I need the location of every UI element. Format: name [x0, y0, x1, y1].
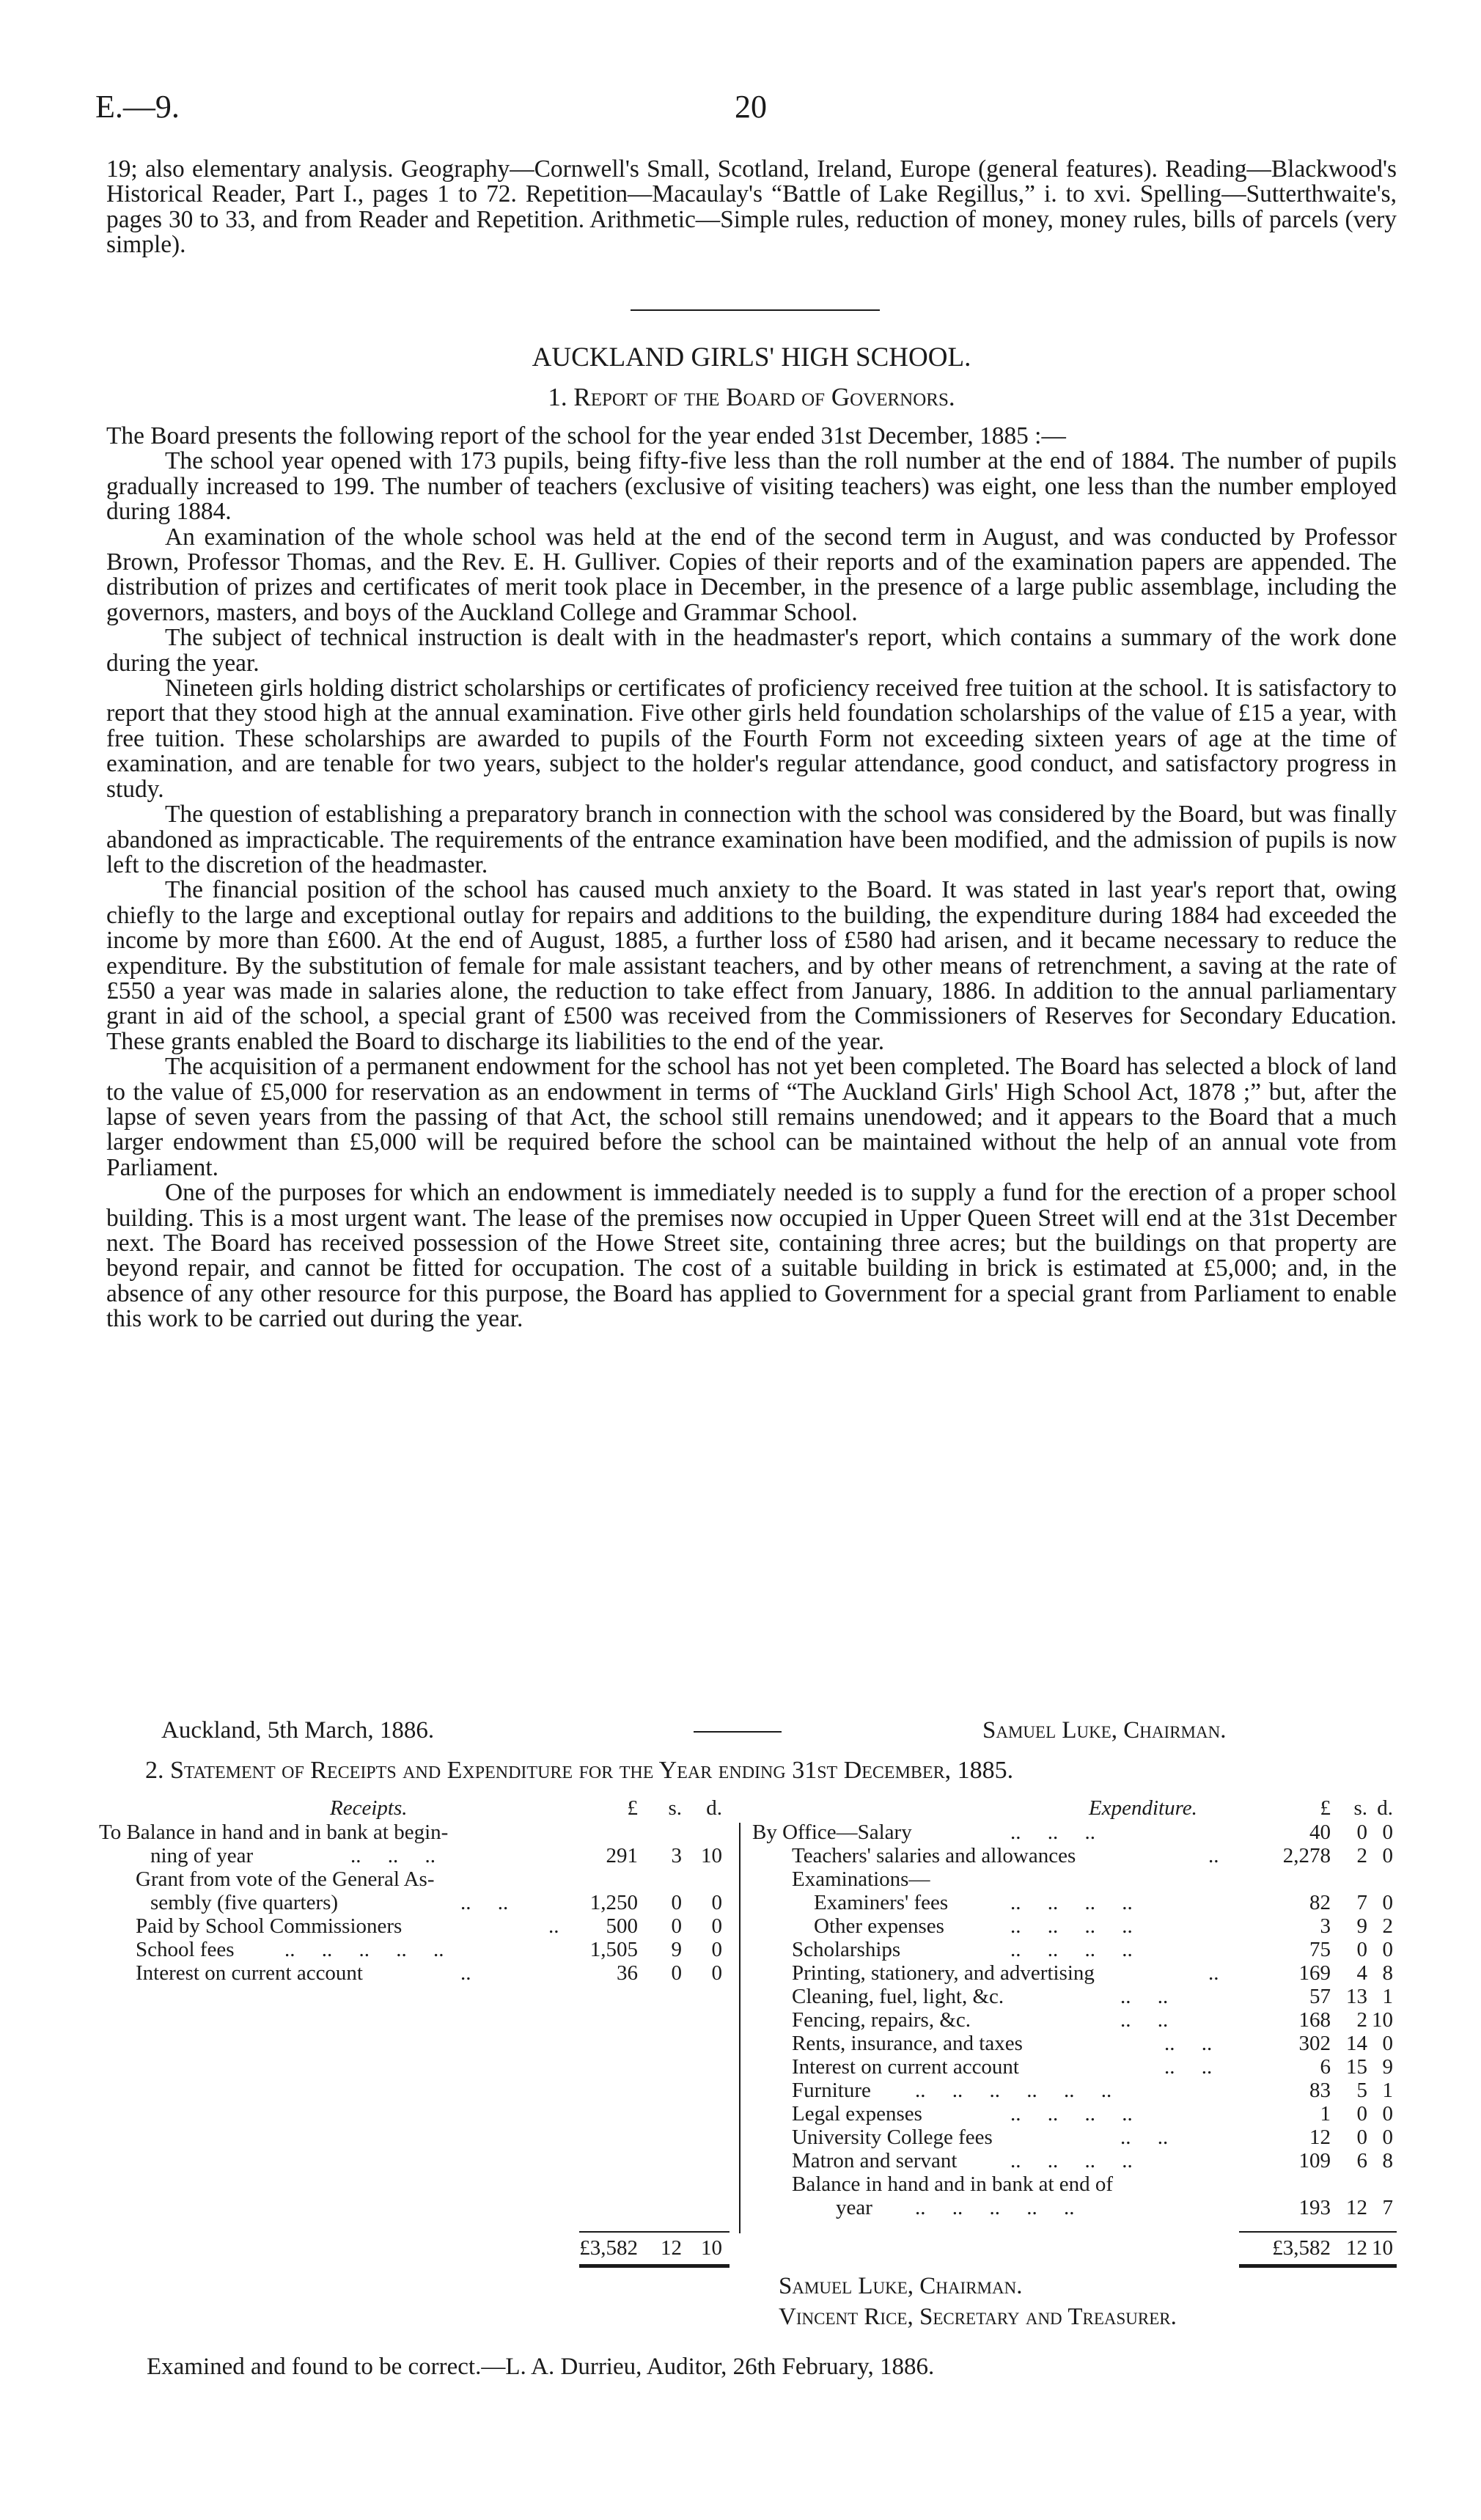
leader-dots: .. .. .. .. .. [915, 2196, 1075, 2219]
expenditure-pence: 9 [1382, 2055, 1393, 2079]
report-paragraph: The school year opened with 173 pupils, being fifty-five less than the roll number at the end of 1884. The number of pupils gradually increased to 199. The number of teachers (exclusive of visiting teachers) was eight, one less than the number employed during 1884. [106, 447, 1397, 526]
receipt-pounds: 1,505 [589, 1938, 638, 1961]
expenditure-pence: 0 [1382, 1844, 1393, 1867]
leader-dots: .. .. .. .. [1010, 1914, 1133, 1938]
expenditure-shillings: 2 [1356, 1844, 1367, 1867]
total-rule [1239, 2231, 1397, 2233]
leader-dots: .. .. .. [350, 1844, 436, 1867]
receipt-label: Interest on current account [136, 1961, 363, 1985]
receipt-pence: 0 [711, 1914, 722, 1938]
report-paragraph: The acquisition of a permanent endowment for the school has not yet been completed. The Board has selected a block of land to the value of £5,000 for reservation as an endowment in terms of “The Auckland Girls' High School Act, 1878 ;” but, after the lapse of seven years from the passing of that Act, the school still remains unendowed; and it appears to the Board that a much larger endowment than £5,000 will be required before the school can be maintained without the help of an annual vote from Parliament. [106, 1053, 1397, 1181]
expenditure-pounds: 57 [1309, 1985, 1331, 2008]
auditor-note: Examined and found to be correct.—L. A. Durrieu, Auditor, 26th February, 1886. [147, 2354, 935, 2380]
expenditure-shillings: 5 [1356, 2079, 1367, 2102]
leader-dots: .. .. [1120, 2126, 1169, 2149]
total-rule [579, 2231, 730, 2233]
expenditure-label: Examinations— [792, 1867, 930, 1891]
receipt-label: Paid by School Commissioners [136, 1914, 403, 1938]
leader-dots: .. .. .. .. [1010, 1938, 1133, 1961]
expenditure-pence: 1 [1382, 2079, 1393, 2102]
expenditure-label: Scholarships [792, 1938, 901, 1961]
expenditure-shillings: 2 [1356, 2008, 1367, 2032]
expenditure-shillings: 4 [1356, 1961, 1367, 1985]
statement-title: 2. Statement of Receipts and Expenditure for the Year ending 31st December, 1885. [145, 1757, 1014, 1784]
expenditure-shillings: 12 [1346, 2196, 1367, 2219]
receipt-pence: 0 [711, 1891, 722, 1914]
running-head: E.—9. [95, 89, 180, 125]
expenditure-shillings: 6 [1356, 2149, 1367, 2172]
expenditure-label: Interest on current account [792, 2055, 1019, 2079]
expenditure-pounds: 1 [1320, 2102, 1331, 2126]
expenditure-shillings: 9 [1356, 1914, 1367, 1938]
expenditure-pounds: 12 [1309, 2126, 1331, 2149]
receipt-shillings: 0 [671, 1891, 682, 1914]
leader-dots: .. .. [1164, 2055, 1213, 2079]
expenditure-pence: 8 [1382, 1961, 1393, 1985]
expenditure-shillings: 0 [1356, 1938, 1367, 1961]
leader-dots: .. [1208, 1961, 1219, 1985]
expenditure-pounds: 82 [1309, 1891, 1331, 1914]
expenditure-pence: 0 [1382, 2032, 1393, 2055]
expenditure-label: Examiners' fees [814, 1891, 949, 1914]
receipt-label: To Balance in hand and in bank at begin- [99, 1821, 449, 1844]
expenditure-label: Printing, stationery, and advertising [792, 1961, 1095, 1985]
expenditure-label: Legal expenses [792, 2102, 922, 2126]
expenditure-shillings: 14 [1346, 2032, 1367, 2055]
shilling-header: s. [1353, 1796, 1367, 1820]
expenditure-pounds: 40 [1309, 1821, 1331, 1844]
expenditure-pounds: 302 [1298, 2032, 1331, 2055]
receipt-pence: 10 [701, 1844, 722, 1867]
expenditure-pence: 0 [1382, 2126, 1393, 2149]
expenditure-pounds: 168 [1298, 2008, 1331, 2032]
receipts-total-shillings: 12 [661, 2236, 682, 2260]
expenditure-shillings: 0 [1356, 2102, 1367, 2126]
leader-dots: .. .. [1120, 2008, 1169, 2032]
expenditure-pence: 0 [1382, 2102, 1393, 2126]
receipt-pence: 0 [711, 1938, 722, 1961]
receipt-label-cont: ning of year [150, 1844, 254, 1867]
expenditure-label: Balance in hand and in bank at end of [792, 2172, 1114, 2196]
report-paragraph: An examination of the whole school was held at the end of the second term in August, and was conducted by Professor Brown, Professor Thomas, and the Rev. E. H. Gulliver. Copies of their reports and of the examination papers are appended. The distribution of prizes and certificates of merit took place in December, in the presence of a large public assemblage, including the governors, masters, and boys of the Auckland College and Grammar School. [106, 523, 1397, 626]
expenditure-pounds: 75 [1309, 1938, 1331, 1961]
receipt-label-cont: sembly (five quarters) [150, 1891, 339, 1914]
receipts-total-pence: 10 [701, 2236, 722, 2260]
pence-header: d. [1377, 1796, 1393, 1820]
statement-signature-chairman: Samuel Luke, Chairman. [779, 2273, 1023, 2299]
receipt-shillings: 0 [671, 1961, 682, 1985]
double-rule [579, 2264, 730, 2268]
leader-dots: .. [1208, 1844, 1219, 1867]
expenditure-label: By Office—Salary [752, 1821, 912, 1844]
receipt-pounds: 500 [606, 1914, 638, 1938]
expenditure-pence: 0 [1382, 1938, 1393, 1961]
expenditure-pounds: 6 [1320, 2055, 1331, 2079]
expenditure-label: Rents, insurance, and taxes [792, 2032, 1023, 2055]
intro-text: 19; also elementary analysis. Geography—Cornwell's Small, Scotland, Ireland, Europe (general features). Reading—Blackwood's Historical Reader, Part I., pages 1 to 72. Repetition—Macaulay's “Battle of Lake Regillus,” i. to xvi. Spelling—Sutterthwaite's, pages 30 to 33, and from Reader and Repetition. Arithmetic—Simple rules, reduction of money, money rules, bills of parcels (very simple). [106, 155, 1397, 259]
receipt-shillings: 0 [671, 1914, 682, 1938]
expenditure-label: Fencing, repairs, &c. [792, 2008, 971, 2032]
pound-header: £ [627, 1796, 638, 1820]
expenditure-pence: 10 [1372, 2008, 1393, 2032]
expenditure-pence: 0 [1382, 1891, 1393, 1914]
expenditure-label: Matron and servant [792, 2149, 958, 2172]
pence-header: d. [706, 1796, 722, 1820]
expenditure-pounds: 193 [1298, 2196, 1331, 2219]
report-paragraph: Nineteen girls holding district scholarships or certificates of proficiency received free tuition at the school. It is satisfactory to report that they stood high at the annual examination. Five other girls held foundation scholarships of the value of £15 a year, with free tuition. These scholarships are awarded to pupils of the Fourth Form not exceeding sixteen years of age at the time of examination, and are tenable for two years, subject to the holder's regular attendance, good conduct, and satisfactory progress in study. [106, 675, 1397, 803]
leader-dots: .. .. .. .. .. [284, 1938, 444, 1961]
expenditure-total-shillings: 12 [1346, 2236, 1367, 2260]
report-subtitle: 1. Report of the Board of Governors. [548, 383, 955, 411]
expenditure-pence: 0 [1382, 1821, 1393, 1844]
expenditure-pounds: 109 [1298, 2149, 1331, 2172]
expenditure-label: year [836, 2196, 872, 2219]
expenditure-label: Other expenses [814, 1914, 944, 1938]
expenditure-pence: 1 [1382, 1985, 1393, 2008]
expenditure-shillings: 0 [1356, 1821, 1367, 1844]
column-divider [739, 1823, 740, 2233]
page-number: 20 [735, 89, 767, 125]
receipt-shillings: 3 [671, 1844, 682, 1867]
leader-dots: .. .. [460, 1891, 509, 1914]
expenditure-pounds: 83 [1309, 2079, 1331, 2102]
expenditure-pence: 8 [1382, 2149, 1393, 2172]
receipts-heading: Receipts. [330, 1796, 408, 1820]
expenditure-pounds: 169 [1298, 1961, 1331, 1985]
receipt-label: Grant from vote of the General As- [136, 1867, 435, 1891]
report-paragraph: The Board presents the following report of the school for the year ended 31st December, 1885 :— [106, 422, 1066, 449]
leader-dots: .. .. .. .. [1010, 1891, 1133, 1914]
expenditure-pounds: 3 [1320, 1914, 1331, 1938]
leader-dots: .. .. .. [1010, 1821, 1095, 1844]
pound-header: £ [1320, 1796, 1331, 1820]
leader-dots: .. .. .. .. [1010, 2149, 1133, 2172]
statement-signature-secretary: Vincent Rice, Secretary and Treasurer. [779, 2304, 1177, 2330]
receipt-pounds: 1,250 [589, 1891, 638, 1914]
report-paragraph: One of the purposes for which an endowment is immediately needed is to supply a fund for the erection of a proper school building. This is a most urgent want. The lease of the premises now occupied in Upper Queen Street will end at the 31st December next. The Board has received possession of the Howe Street site, containing three acres; but the buildings on that property are beyond repair, and cannot be fitted for occupation. The cost of a suitable building in brick is estimated at £5,000; and, in the absence of any other resource for this purpose, the Board has applied to Government for a special grant from Parliament to enable this work to be carried out during the year. [106, 1179, 1397, 1333]
receipt-label: School fees [136, 1938, 235, 1961]
double-rule [1239, 2264, 1397, 2268]
expenditure-pounds: 2,278 [1282, 1844, 1331, 1867]
section-title: AUCKLAND GIRLS' HIGH SCHOOL. [532, 342, 971, 372]
expenditure-label: University College fees [792, 2126, 993, 2149]
expenditure-shillings: 13 [1346, 1985, 1367, 2008]
expenditure-total-pence: 10 [1372, 2236, 1393, 2260]
leader-dots: .. .. .. .. [1010, 2102, 1133, 2126]
receipt-pence: 0 [711, 1961, 722, 1985]
expenditure-label: Furniture [792, 2079, 871, 2102]
receipt-shillings: 9 [671, 1938, 682, 1961]
report-paragraph: The subject of technical instruction is dealt with in the headmaster's report, which contains a summary of the work done during the year. [106, 624, 1397, 677]
shilling-header: s. [668, 1796, 682, 1820]
expenditure-label: Teachers' salaries and allowances [792, 1844, 1076, 1867]
receipt-pounds: 291 [606, 1844, 638, 1867]
expenditure-shillings: 0 [1356, 2126, 1367, 2149]
leader-dots: .. [460, 1961, 471, 1985]
receipts-total-pounds: £3,582 [579, 2236, 638, 2260]
report-paragraph: The financial position of the school has caused much anxiety to the Board. It was stated in last year's report that, owing chiefly to the large and exceptional outlay for repairs and additions to the building, the expenditure during 1884 had exceeded the income by more than £600. At the end of August, 1885, a further loss of £580 had arisen, and it became necessary to reduce the expenditure. By the substitution of female for male assistant teachers, and by other means of retrenchment, a saving at the rate of £550 a year was made in salaries alone, the reduction to take effect from January, 1886. In addition to the annual parliamentary grant in aid of the school, a special grant of £500 was received from the Commissioners of Reserves for Secondary Education. These grants enabled the Board to discharge its liabilities to the end of the year. [106, 876, 1397, 1055]
expenditure-heading: Expenditure. [1089, 1796, 1197, 1820]
leader-dots: .. .. [1120, 1985, 1169, 2008]
place-date: Auckland, 5th March, 1886. [161, 1717, 435, 1744]
expenditure-shillings: 7 [1356, 1891, 1367, 1914]
expenditure-pence: 2 [1382, 1914, 1393, 1938]
receipt-pounds: 36 [617, 1961, 638, 1985]
report-paragraph: The question of establishing a preparatory branch in connection with the school was considered by the Board, but was finally abandoned as impracticable. The requirements of the entrance examination have been modified, and the admission of pupils is now left to the discretion of the headmaster. [106, 801, 1397, 878]
expenditure-shillings: 15 [1346, 2055, 1367, 2079]
leader-dots: .. [548, 1914, 559, 1938]
expenditure-label: Cleaning, fuel, light, &c. [792, 1985, 1004, 2008]
chairman-signature: Samuel Luke, Chairman. [982, 1717, 1227, 1744]
expenditure-pence: 7 [1382, 2196, 1393, 2219]
leader-dots: .. .. [1164, 2032, 1213, 2055]
expenditure-total-pounds: £3,582 [1272, 2236, 1331, 2260]
leader-dots: .. .. .. .. .. .. [915, 2079, 1112, 2102]
